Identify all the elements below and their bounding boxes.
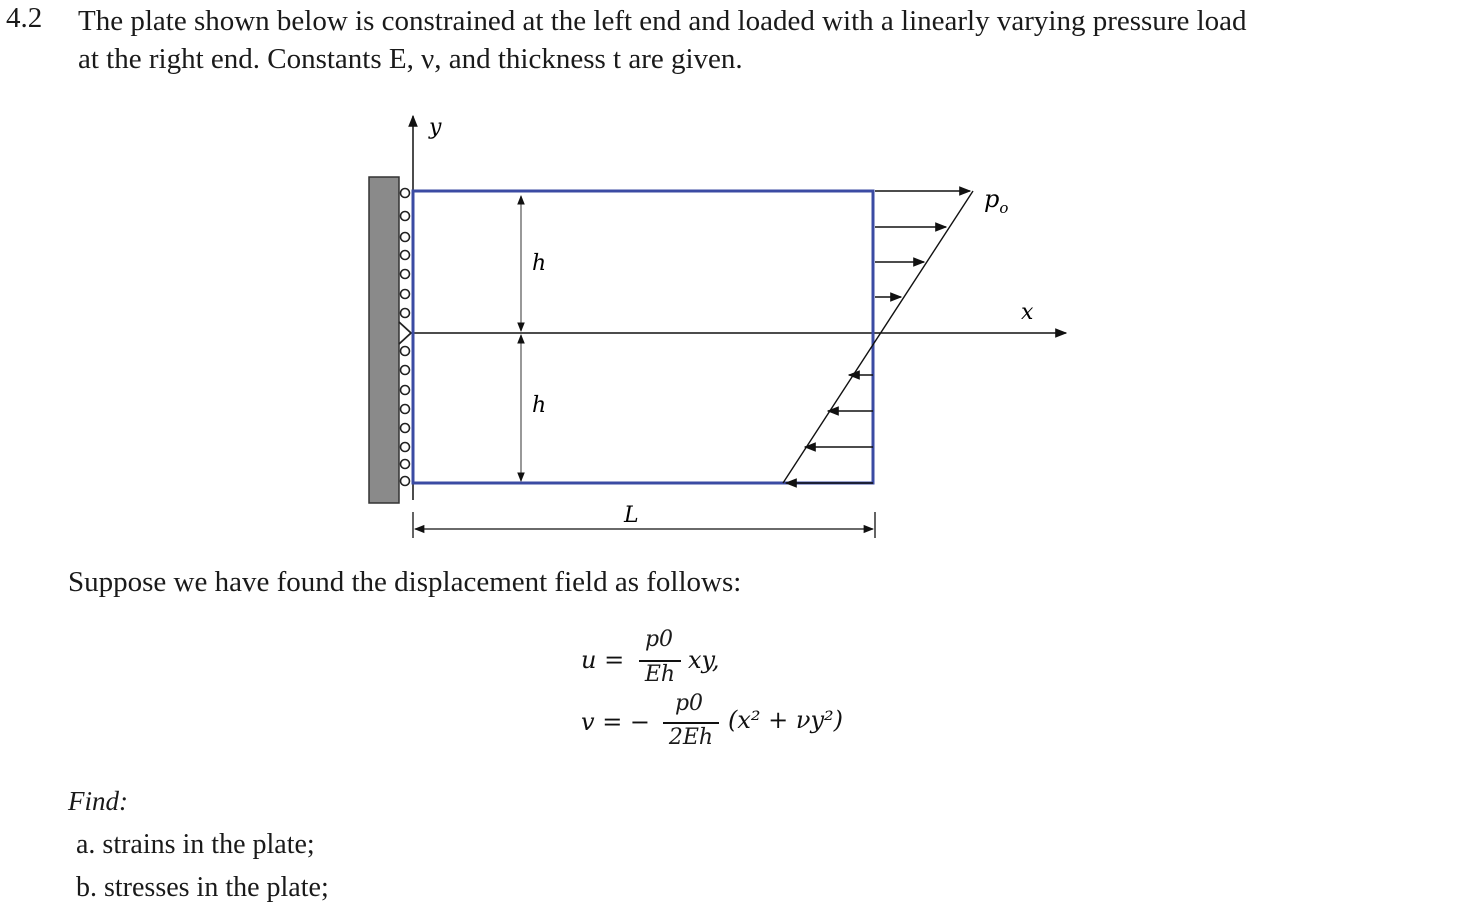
u-equation-rest: xy, <box>688 646 720 674</box>
load-arrows-tension <box>875 191 970 297</box>
load-distribution-line <box>783 191 973 483</box>
v-equation-rest: (x² + νy²) <box>728 706 844 734</box>
u-numerator: p0 <box>644 627 674 652</box>
upper-height-label: h <box>532 251 547 276</box>
u-equation-lhs: u = <box>581 646 625 674</box>
u-denominator: Eh <box>644 662 676 687</box>
v-denominator: 2Eh <box>668 725 714 750</box>
find-label: Find: <box>68 786 128 816</box>
v-numerator: p0 <box>674 691 704 716</box>
load-arrows-compression <box>786 375 873 483</box>
v-fraction-bar <box>663 722 719 724</box>
find-item-b: b. stresses in the plate; <box>76 872 329 903</box>
load-label: $p_o$ <box>984 185 1009 217</box>
plate <box>413 191 873 483</box>
y-axis-label: y <box>429 115 442 140</box>
statement-line-2: at the right end. Constants E, ν, and thickness t are given. <box>78 43 743 75</box>
problem-number: 4.2 <box>6 2 43 34</box>
length-label: L <box>624 503 639 528</box>
pin-support <box>399 322 411 344</box>
fixed-wall <box>369 177 399 503</box>
roller-supports <box>401 189 410 486</box>
displacement-intro: Suppose we have found the displacement field as follows: <box>68 566 742 598</box>
find-item-a: a. strains in the plate; <box>76 829 315 860</box>
x-axis-label: x <box>1021 300 1034 325</box>
v-equation-lhs: v = − <box>581 708 651 736</box>
statement-line-1: The plate shown below is constrained at the left end and loaded with a linearly varying pressure load <box>78 5 1247 37</box>
lower-height-label: h <box>532 393 547 418</box>
